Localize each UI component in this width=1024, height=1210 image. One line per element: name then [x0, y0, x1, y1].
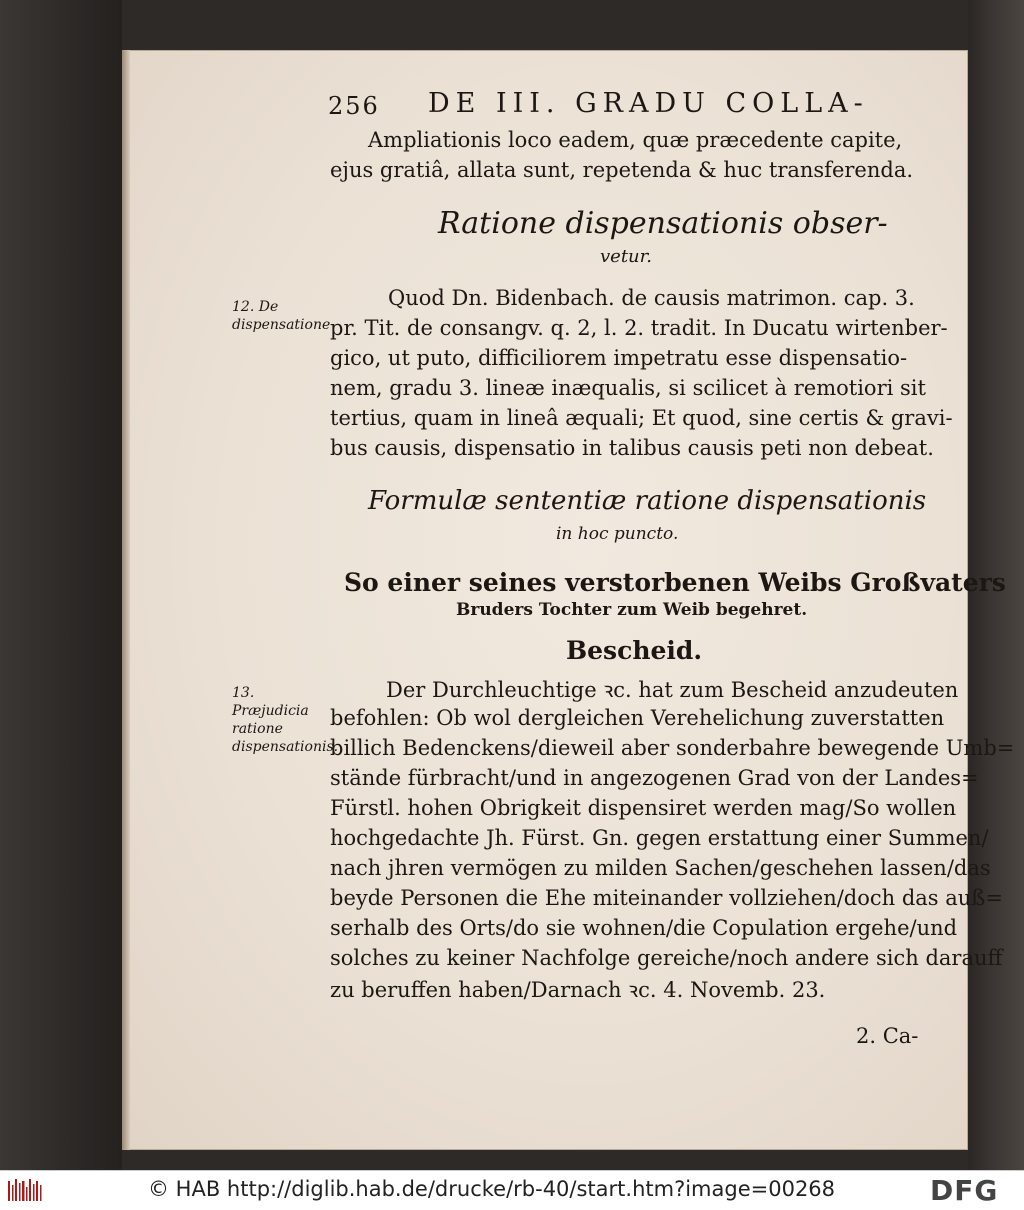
text-line: Ampliationis loco eadem, quæ præcedente capite,	[368, 128, 903, 152]
text-line: Fürstl. hohen Obrigkeit dispensiret werden mag/So wollen	[330, 796, 957, 820]
viewer-footer	[0, 1170, 1024, 1210]
text-line: Der Durchleuchtige ꝛc. hat zum Bescheid anzudeuten	[386, 678, 959, 702]
section-heading: Ratione dispensationis obser-	[438, 206, 888, 241]
fraktur-heading-cont: Bruders Tochter zum Weib begehret.	[456, 600, 808, 620]
text-line: Quod Dn. Bidenbach. de causis matrimon. cap. 3.	[388, 286, 915, 310]
text-line: ejus gratiâ, allata sunt, repetenda & huc transferenda.	[330, 158, 914, 182]
text-line: serhalb des Orts/do sie wohnen/die Copulation ergehe/und	[330, 916, 958, 940]
section-heading: Formulæ sententiæ ratione dispensationis	[368, 486, 927, 516]
page-edge	[122, 50, 130, 1150]
text-line: gico, ut puto, difficiliorem impetratu esse dispensatio-	[330, 346, 908, 370]
copyright-link[interactable]: © HAB http://diglib.hab.de/drucke/rb-40/start.htm?image=00268	[148, 1177, 836, 1201]
dfg-logo: DFG	[930, 1174, 999, 1207]
catchword: 2. Ca-	[856, 1024, 919, 1048]
section-heading-cont: vetur.	[600, 246, 652, 267]
text-line: tertius, quam in lineâ æquali; Et quod, sine certis & gravi-	[330, 406, 953, 430]
margin-note: 13. Præjudicia ratione dispensationis.	[232, 685, 339, 755]
text-line: solches zu keiner Nachfolge gereiche/noch andere sich darauff	[330, 946, 1003, 970]
text-line: nem, gradu 3. lineæ inæqualis, si scilicet à remotiori sit	[330, 376, 926, 400]
text-line: stände fürbracht/und in angezogenen Grad von der Landes=	[330, 766, 979, 790]
fraktur-heading: So einer seines verstorbenen Weibs Großvaters	[344, 568, 1006, 597]
barcode-icon	[8, 1179, 42, 1203]
margin-note: 12. De dispensatione	[232, 299, 331, 333]
text-line: bus causis, dispensatio in talibus causis peti non debeat.	[330, 436, 934, 460]
fraktur-heading: Bescheid.	[566, 636, 703, 665]
text-line: billich Bedenckens/dieweil aber sonderbahre bewegende Umb=	[330, 736, 1015, 760]
page-number: 256	[328, 92, 380, 120]
section-heading-cont: in hoc puncto.	[556, 524, 679, 544]
book-binding-left	[0, 0, 122, 1170]
text-line: hochgedachte Jh. Fürst. Gn. gegen erstattung einer Summen/	[330, 826, 989, 850]
running-head: DE III. GRADU COLLA-	[428, 88, 869, 119]
text-line: beyde Personen die Ehe miteinander vollziehen/doch das auß=	[330, 886, 1003, 910]
text-line: nach jhren vermögen zu milden Sachen/geschehen lassen/das	[330, 856, 991, 880]
text-line: zu beruffen haben/Darnach ꝛc. 4. Novemb. 23.	[330, 978, 826, 1002]
text-line: pr. Tit. de consangv. q. 2, l. 2. tradit. In Ducatu wirtenber-	[330, 316, 948, 340]
text-line: befohlen: Ob wol dergleichen Verehelichung zuverstatten	[330, 706, 945, 730]
